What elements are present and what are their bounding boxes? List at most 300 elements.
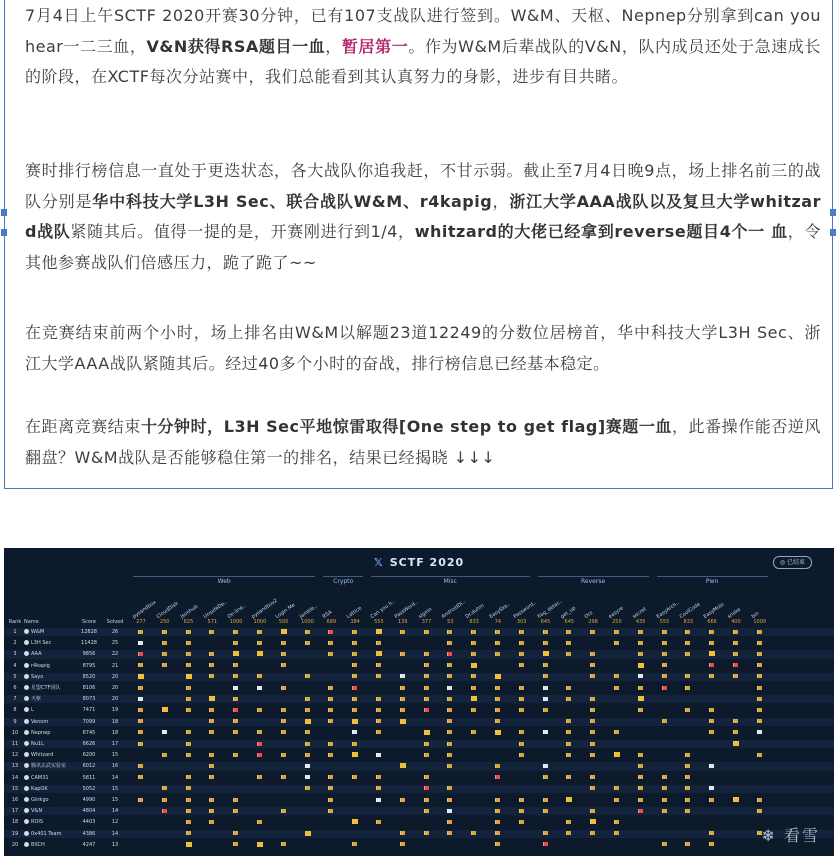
team-name: V&N <box>24 807 74 815</box>
team-score: 6012 <box>82 763 96 770</box>
team-name: Nu1L <box>24 740 74 748</box>
solve-flag-icon <box>162 798 167 802</box>
solve-flag-icon <box>424 831 429 835</box>
solve-flag-icon <box>566 686 571 690</box>
team-score: 8106 <box>82 685 96 691</box>
solve-flag-icon <box>566 652 571 656</box>
team-rank: 7 <box>13 696 17 703</box>
team-name: KapOK <box>24 785 74 793</box>
solve-flag-icon <box>186 730 191 734</box>
solve-flag-icon <box>685 641 690 645</box>
team-solved: 20 <box>111 696 119 703</box>
challenge-points: 435 <box>635 619 646 625</box>
team-score: 7471 <box>82 707 96 714</box>
challenge-header[interactable]: PassWord.. <box>393 599 420 620</box>
solve-flag-icon <box>566 697 571 701</box>
team-avatar <box>24 775 29 780</box>
team-rank: 1 <box>13 629 17 635</box>
solve-flag-icon <box>566 797 572 802</box>
solve-flag-icon <box>305 742 310 746</box>
solve-flag-icon <box>186 831 191 835</box>
solve-flag-icon <box>543 663 548 667</box>
team-score: 6745 <box>82 729 96 736</box>
solve-flag-icon <box>400 798 405 802</box>
challenge-header[interactable]: Jamble.. <box>298 603 319 620</box>
team-name: W&M <box>24 628 74 636</box>
challenge-header[interactable]: pysandbox2 <box>250 597 279 620</box>
solve-flag-icon <box>233 663 238 667</box>
solve-flag-icon <box>733 630 738 634</box>
solve-flag-icon <box>519 753 524 757</box>
solve-flag-icon <box>590 753 595 757</box>
challenge-header[interactable]: Password.. <box>512 599 538 620</box>
solve-flag-icon <box>543 730 548 734</box>
team-rank: 19 <box>11 830 19 837</box>
solve-flag-icon <box>186 663 191 667</box>
solve-flag-icon <box>352 697 357 701</box>
solve-flag-icon <box>638 809 643 813</box>
team-score: 7099 <box>82 718 96 725</box>
solve-flag-icon <box>209 809 214 813</box>
solve-flag-icon <box>447 798 452 802</box>
solve-flag-icon <box>685 798 690 802</box>
solve-flag-icon <box>471 708 476 712</box>
solve-flag-icon <box>376 697 381 701</box>
team-rank: 6 <box>13 685 17 691</box>
challenge-header[interactable]: AndroidDi.. <box>440 599 468 620</box>
solve-flag-icon <box>590 775 595 779</box>
solve-flag-icon <box>233 730 238 734</box>
solve-flag-icon <box>305 719 311 724</box>
solve-flag-icon <box>614 786 619 790</box>
solve-flag-icon <box>233 809 238 813</box>
team-avatar <box>24 651 29 656</box>
solve-flag-icon <box>519 708 524 712</box>
solve-flag-icon <box>709 663 714 667</box>
team-avatar <box>24 719 29 724</box>
solve-flag-icon <box>757 641 762 645</box>
solve-flag-icon <box>281 641 286 645</box>
solve-flag-icon <box>352 730 357 734</box>
solve-flag-icon <box>257 641 262 645</box>
box-marker-left-top <box>1 209 7 216</box>
solve-flag-icon <box>590 674 595 678</box>
solve-flag-icon <box>138 798 143 802</box>
paragraph-segment: 在距离竞赛结束 <box>25 417 141 436</box>
solve-flag-icon <box>519 730 524 734</box>
solve-flag-icon <box>519 663 524 667</box>
challenge-header[interactable]: snake <box>726 606 742 620</box>
solve-flag-icon <box>590 697 595 701</box>
solve-flag-icon <box>424 809 429 813</box>
solve-flag-icon <box>186 708 191 712</box>
solve-flag-icon <box>281 629 287 634</box>
team-row[interactable] <box>4 673 834 681</box>
challenge-points: 139 <box>397 619 408 625</box>
solve-flag-icon <box>733 730 738 734</box>
solve-flag-icon <box>162 663 167 667</box>
challenge-header[interactable]: CloudDisk <box>155 600 180 620</box>
solve-flag-icon <box>662 652 667 656</box>
solve-flag-icon <box>138 652 143 656</box>
solve-flag-icon <box>543 775 548 779</box>
solve-flag-icon <box>424 775 429 779</box>
challenge-header[interactable]: signin <box>417 606 433 620</box>
solve-flag-icon <box>352 674 357 678</box>
solved-header: Solved <box>106 619 124 625</box>
solve-flag-icon <box>638 764 643 768</box>
solve-flag-icon <box>447 764 452 768</box>
solve-flag-icon <box>447 820 452 824</box>
solve-flag-icon <box>733 663 738 667</box>
team-name: Venom <box>24 718 74 726</box>
solve-flag-icon <box>543 842 548 846</box>
solve-flag-icon <box>233 842 238 846</box>
solve-flag-icon <box>590 730 595 734</box>
solve-flag-icon <box>447 831 452 835</box>
challenge-header[interactable]: EasyArch.. <box>655 600 681 620</box>
team-row[interactable] <box>4 650 834 658</box>
solve-flag-icon <box>400 652 405 656</box>
challenge-points: 250 <box>612 619 622 625</box>
team-avatar <box>24 685 29 690</box>
solve-flag-icon <box>376 674 381 678</box>
team-score: 4990 <box>82 797 96 803</box>
solve-flag-icon <box>138 775 143 779</box>
team-row[interactable] <box>4 684 834 692</box>
solve-flag-icon <box>543 651 549 656</box>
challenge-header[interactable]: UnsafeDe.. <box>202 599 229 620</box>
team-rank: 4 <box>13 662 17 669</box>
solve-flag-icon <box>376 753 381 757</box>
challenge-header[interactable]: easyre <box>607 605 625 620</box>
solve-flag-icon <box>138 630 143 634</box>
category-label: Pwn <box>657 576 768 587</box>
solve-flag-icon <box>638 663 644 668</box>
sctf-logo-icon: 𝕏 <box>373 556 384 569</box>
team-row[interactable] <box>4 639 834 647</box>
challenge-header[interactable]: Lattice <box>345 605 364 620</box>
solve-flag-icon <box>233 831 238 835</box>
team-score: 8073 <box>82 696 96 703</box>
team-row[interactable] <box>4 706 834 714</box>
solve-flag-icon <box>138 719 143 723</box>
solve-flag-icon <box>186 775 191 779</box>
solve-flag-icon <box>447 641 452 645</box>
solve-flag-icon <box>376 651 382 656</box>
solve-flag-icon <box>638 775 643 779</box>
team-solved: 14 <box>111 774 119 781</box>
paragraph-1 <box>25 1 821 93</box>
team-rank: 16 <box>11 797 19 803</box>
solve-flag-icon <box>471 674 476 678</box>
team-avatar <box>24 819 29 824</box>
solve-flag-icon <box>376 708 381 712</box>
solve-flag-icon <box>471 696 477 701</box>
solve-flag-icon <box>495 641 500 645</box>
team-row[interactable] <box>4 740 834 748</box>
challenge-points: 500 <box>278 619 289 625</box>
challenge-header[interactable]: get_up <box>559 605 578 620</box>
solve-flag-icon <box>614 630 619 634</box>
solve-flag-icon <box>352 686 357 690</box>
paragraph-segment: 。作为W&M后辈战队的V&N，队内成员还处于急速成长的阶段，在XCTF每次分站赛中，我们总能看到其认真努力的身影，进步有目共睹。 <box>25 36 821 86</box>
paragraph-segment: 十分钟时，L3H Sec平地惊雷取得[One step to get flag]赛题一血 <box>140 417 672 436</box>
solve-flag-icon <box>566 641 571 645</box>
solve-flag-icon <box>424 686 429 690</box>
team-solved: 13 <box>111 841 119 848</box>
solve-flag-icon <box>400 686 405 690</box>
team-avatar <box>24 640 29 645</box>
challenge-header[interactable]: Dr.duhm <box>464 602 486 620</box>
solve-flag-icon <box>352 652 357 656</box>
solve-flag-icon <box>662 719 667 723</box>
team-rank: 15 <box>11 785 19 792</box>
solve-flag-icon <box>590 708 595 712</box>
team-row[interactable] <box>4 718 834 726</box>
team-name: Whitzard <box>24 751 74 759</box>
team-row[interactable] <box>4 785 834 793</box>
team-avatar <box>24 663 29 668</box>
solve-flag-icon <box>614 798 619 802</box>
challenge-header[interactable]: pysandbox <box>131 599 158 620</box>
team-row[interactable] <box>4 818 834 826</box>
solve-flag-icon <box>566 820 571 824</box>
solve-flag-icon <box>257 630 262 634</box>
solve-flag-icon <box>709 831 714 835</box>
solve-flag-icon <box>352 708 357 712</box>
challenge-header[interactable]: EasySke.. <box>488 601 512 620</box>
team-solved: 20 <box>111 673 119 680</box>
solve-flag-icon <box>495 730 501 735</box>
solve-flag-icon <box>424 742 429 746</box>
solve-flag-icon <box>495 697 500 701</box>
solve-flag-icon <box>305 697 310 701</box>
ended-button[interactable]: ◎ 已结束 <box>773 556 812 569</box>
paragraph-segment: 7月4日上午SCTF 2020开赛30分钟，已有107支战队进行签到。W&M、天枢、Nepnep分别拿到can you hear一二三血， <box>25 6 821 56</box>
challenge-points: 1000 <box>229 619 243 625</box>
challenge-header[interactable]: RSA <box>321 609 334 620</box>
solve-flag-icon <box>281 663 286 667</box>
challenge-points: 666 <box>707 619 717 625</box>
solve-flag-icon <box>138 641 143 645</box>
scoreboard-image <box>4 548 834 856</box>
solve-flag-icon <box>186 798 191 802</box>
solve-flag-icon <box>543 630 548 634</box>
team-rank: 20 <box>11 841 19 848</box>
team-row[interactable] <box>4 729 834 737</box>
team-score: 6200 <box>82 752 96 759</box>
team-row[interactable] <box>4 774 834 782</box>
challenge-header[interactable]: Login Me <box>274 602 297 620</box>
solve-flag-icon <box>543 674 548 678</box>
challenge-header[interactable]: secret <box>631 606 648 620</box>
solve-flag-icon <box>638 652 643 656</box>
solve-flag-icon <box>543 697 548 701</box>
solve-flag-icon <box>328 641 333 645</box>
solve-flag-icon <box>662 630 667 634</box>
team-row[interactable] <box>4 628 834 636</box>
challenge-header[interactable]: bin <box>750 610 761 620</box>
solve-flag-icon <box>328 753 333 757</box>
team-score: 8520 <box>82 673 96 680</box>
solve-flag-icon <box>162 652 167 656</box>
team-score: 5052 <box>82 785 96 792</box>
solve-flag-icon <box>209 663 214 667</box>
solve-flag-icon <box>471 686 476 690</box>
solve-flag-icon <box>519 809 524 813</box>
solve-flag-icon <box>519 742 524 746</box>
solve-flag-icon <box>233 798 238 802</box>
team-rank: 3 <box>13 651 17 658</box>
solve-flag-icon <box>662 641 667 645</box>
box-marker-right-bottom <box>830 229 836 236</box>
solve-flag-icon <box>257 651 263 656</box>
solve-flag-icon <box>281 686 286 690</box>
table-header <box>4 618 834 626</box>
team-row[interactable] <box>4 762 834 770</box>
solve-flag-icon <box>257 742 262 746</box>
team-row[interactable] <box>4 695 834 703</box>
solve-flag-icon <box>209 820 214 824</box>
team-name: 天枢 <box>24 695 74 703</box>
solve-flag-icon <box>685 775 690 779</box>
solve-flag-icon <box>186 652 191 656</box>
solve-flag-icon <box>186 641 191 645</box>
solve-flag-icon <box>138 742 143 746</box>
solve-flag-icon <box>400 674 405 678</box>
solve-flag-icon <box>186 809 191 813</box>
kanxue-watermark: ❄ 看雪 <box>761 826 820 845</box>
solve-flag-icon <box>138 697 143 701</box>
team-solved: 15 <box>111 752 119 759</box>
solve-flag-icon <box>495 842 500 846</box>
solve-flag-icon <box>233 708 238 712</box>
solve-flag-icon <box>233 686 238 690</box>
solve-flag-icon <box>257 730 262 734</box>
team-row[interactable] <box>4 662 834 670</box>
solve-flag-icon <box>305 630 310 634</box>
team-avatar <box>24 842 29 847</box>
paragraph-3 <box>25 318 821 379</box>
solve-flag-icon <box>209 652 214 656</box>
solve-flag-icon <box>447 697 452 701</box>
challenge-points: 645 <box>564 619 575 625</box>
team-solved: 18 <box>111 718 119 725</box>
team-solved: 15 <box>111 797 119 803</box>
challenge-header[interactable]: On-line.. <box>226 602 248 620</box>
article-box <box>4 0 833 489</box>
solve-flag-icon <box>233 641 238 645</box>
challenge-header[interactable]: Can you h.. <box>369 598 397 620</box>
solve-flag-icon <box>614 674 619 678</box>
challenge-header[interactable]: Jsonhub <box>179 603 199 620</box>
team-solved: 20 <box>111 685 119 691</box>
challenge-points: 1000 <box>753 619 767 625</box>
solve-flag-icon <box>662 842 667 846</box>
solve-flag-icon <box>305 764 310 768</box>
challenge-header[interactable]: Orz <box>583 610 595 620</box>
team-row[interactable] <box>4 830 834 838</box>
team-score: 8795 <box>82 662 96 669</box>
team-solved: 15 <box>111 785 119 792</box>
solve-flag-icon <box>543 809 548 813</box>
solve-flag-icon <box>209 775 214 779</box>
solve-flag-icon <box>447 753 452 757</box>
challenge-points: 53 <box>447 619 454 625</box>
paragraph-segment: ， <box>325 36 342 56</box>
solve-flag-icon <box>519 686 524 690</box>
challenge-header[interactable]: EasyMojo <box>702 601 726 620</box>
team-row[interactable] <box>4 841 834 849</box>
challenge-points: 298 <box>588 619 598 625</box>
solve-flag-icon <box>495 630 500 634</box>
team-score: 4804 <box>82 808 96 815</box>
team-solved: 26 <box>111 629 119 635</box>
team-score: 6626 <box>82 741 96 747</box>
team-name: L3H Sec <box>24 639 74 647</box>
box-marker-left-bottom <box>1 229 7 236</box>
solve-flag-icon <box>519 641 524 645</box>
team-rank: 12 <box>11 752 19 759</box>
solve-flag-icon <box>233 753 238 757</box>
challenge-points: 277 <box>136 619 146 625</box>
team-row[interactable] <box>4 751 834 759</box>
solve-flag-icon <box>186 674 192 679</box>
solve-flag-icon <box>662 809 667 813</box>
solve-flag-icon <box>138 730 143 734</box>
solve-flag-icon <box>328 798 333 802</box>
solve-flag-icon <box>305 674 310 678</box>
solve-flag-icon <box>209 730 214 734</box>
team-score: 4386 <box>82 830 96 837</box>
solve-flag-icon <box>566 775 571 779</box>
solve-flag-icon <box>662 798 667 802</box>
team-row[interactable] <box>4 807 834 815</box>
paragraph-segment: 赛时排行榜信息一直处于更迭状态，各大战队你追我赶，不甘示弱。截止至7月4日晚9点，场上排名前三的战队分别是 <box>25 161 821 211</box>
solve-flag-icon <box>495 708 500 712</box>
challenge-header[interactable]: CoolCode <box>678 601 702 620</box>
solve-flag-icon <box>733 719 738 723</box>
challenge-header[interactable]: flag_detec.. <box>536 598 564 620</box>
team-rank: 14 <box>11 774 19 781</box>
solve-flag-icon <box>447 809 452 813</box>
solve-flag-icon <box>162 707 168 712</box>
challenge-points: 1000 <box>253 619 267 625</box>
challenge-points: 689 <box>326 619 337 625</box>
solve-flag-icon <box>281 842 286 846</box>
solve-flag-icon <box>495 798 500 802</box>
solve-flag-icon <box>685 842 690 846</box>
solve-flag-icon <box>138 674 144 679</box>
team-avatar <box>24 741 29 746</box>
solve-flag-icon <box>424 630 429 634</box>
team-rank: 8 <box>13 707 17 714</box>
team-row[interactable] <box>4 796 834 804</box>
solve-flag-icon <box>757 798 762 802</box>
paragraph-segment: whitzard的大佬已经拿到reverse题目4个一 血 <box>414 222 788 241</box>
solve-flag-icon <box>186 820 191 824</box>
challenge-points: 384 <box>350 619 360 625</box>
team-solved: 21 <box>111 662 119 669</box>
solve-flag-icon <box>400 831 405 835</box>
solve-flag-icon <box>495 686 500 690</box>
team-score: 5811 <box>82 774 96 781</box>
paragraph-segment: 在竞赛结束前两个小时，场上排名由W&M以解题23道12249的分数位居榜首，华中科技大学L3H Sec、浙江大学AAA战队紧随其后。经过40多个小时的奋战，排行榜信息已经基本稳定。 <box>25 323 821 373</box>
solve-flag-icon <box>424 786 429 790</box>
solve-flag-icon <box>424 708 429 712</box>
solve-flag-icon <box>328 630 333 634</box>
